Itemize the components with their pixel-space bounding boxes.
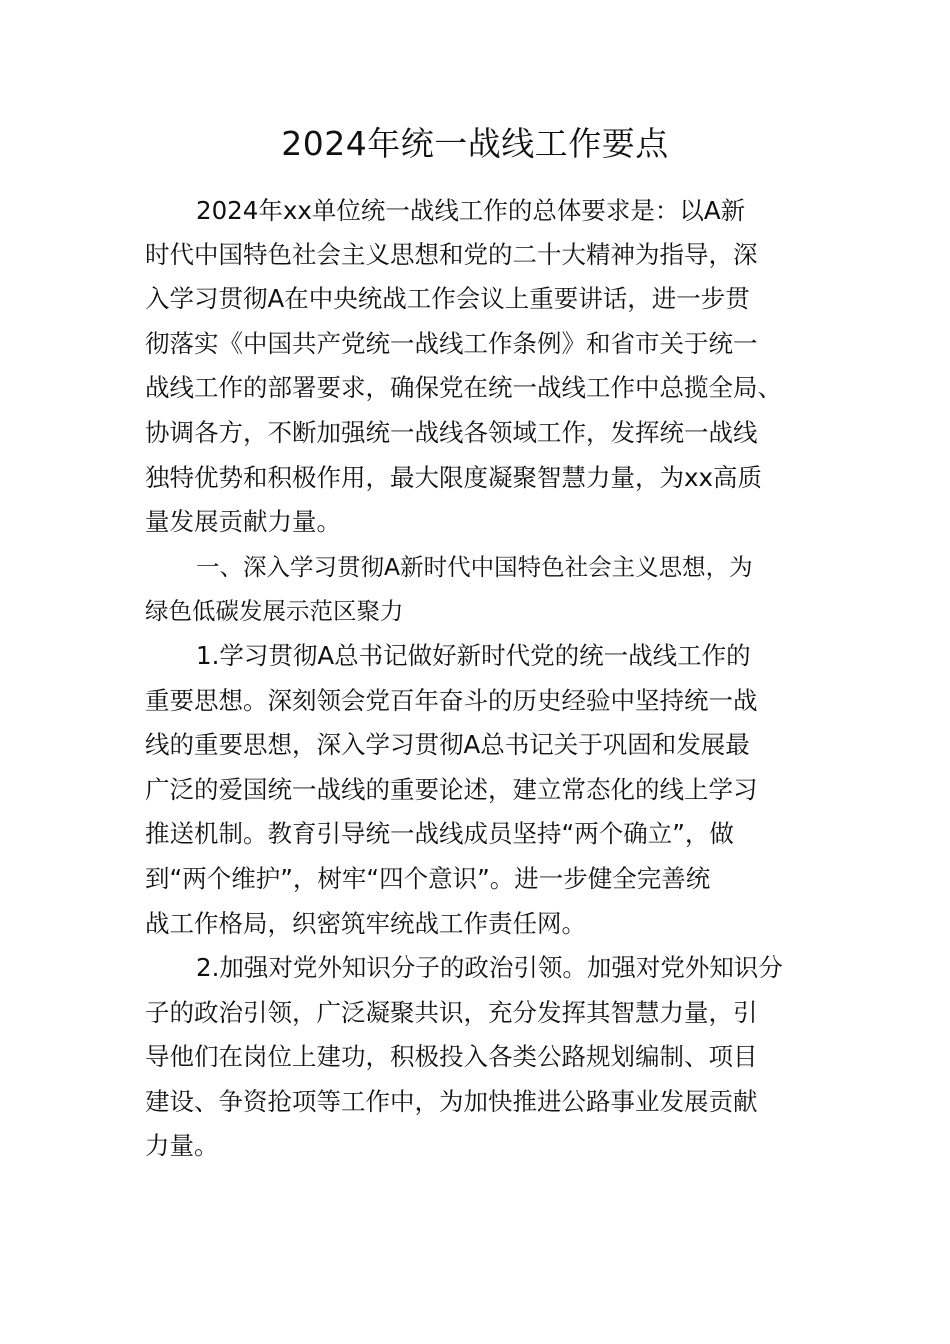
section-1-heading-line-2: 绿色低碳发展示范区聚力 — [145, 597, 404, 625]
item-2-line-4: 建设、争资抢项等工作中，为加快推进公路事业发展贡献 — [145, 1087, 758, 1116]
item-1-line-1: 1.学习贯彻A总书记做好新时代党的统一战线工作的 — [196, 641, 751, 670]
intro-line-7: 独特优势和积极作用，最大限度凝聚智慧力量，为xx高质 — [145, 463, 762, 492]
intro-line-2: 时代中国特色社会主义思想和党的二十大精神为指导，深 — [145, 240, 758, 269]
item-2-line-2: 子的政治引领，广泛凝聚共识，充分发挥其智慧力量，引 — [145, 998, 758, 1027]
item-1-line-4: 广泛的爱国统一战线的重要论述，建立常态化的线上学习 — [145, 775, 758, 804]
item-1-line-6: 到“两个维护”，树牢“四个意识”。进一步健全完善统 — [145, 864, 711, 893]
intro-line-3: 入学习贯彻A在中央统战工作会议上重要讲话，进一步贯 — [145, 284, 750, 313]
item-2-line-1: 2.加强对党外知识分子的政治引领。加强对党外知识分 — [196, 953, 783, 982]
item-1-line-5: 推送机制。教育引导统一战线成员坚持“两个确立”，做 — [145, 819, 734, 848]
intro-line-8: 量发展贡献力量。 — [145, 507, 341, 536]
document-title: 2024年统一战线工作要点 — [281, 124, 669, 163]
item-2-line-5: 力量。 — [145, 1131, 219, 1160]
item-1-line-3: 线的重要思想，深入学习贯彻A总书记关于巩固和发展最 — [145, 730, 750, 759]
section-1-heading-line-1: 一、深入学习贯彻A新时代中国特色社会主义思想，为 — [196, 553, 753, 581]
intro-line-4: 彻落实《中国共产党统一战线工作条例》和省市关于统一 — [145, 329, 758, 358]
item-1-line-2: 重要思想。深刻领会党百年奋斗的历史经验中坚持统一战 — [145, 686, 758, 715]
item-1-line-7: 战工作格局，织密筑牢统战工作责任网。 — [145, 909, 586, 938]
item-2-line-3: 导他们在岗位上建功，积极投入各类公路规划编制、项目 — [145, 1042, 758, 1071]
intro-line-1: 2024年xx单位统一战线工作的总体要求是：以A新 — [196, 196, 746, 225]
intro-line-5: 战线工作的部署要求，确保党在统一战线工作中总揽全局、 — [145, 373, 782, 402]
intro-line-6: 协调各方，不断加强统一战线各领域工作，发挥统一战线 — [145, 418, 758, 447]
